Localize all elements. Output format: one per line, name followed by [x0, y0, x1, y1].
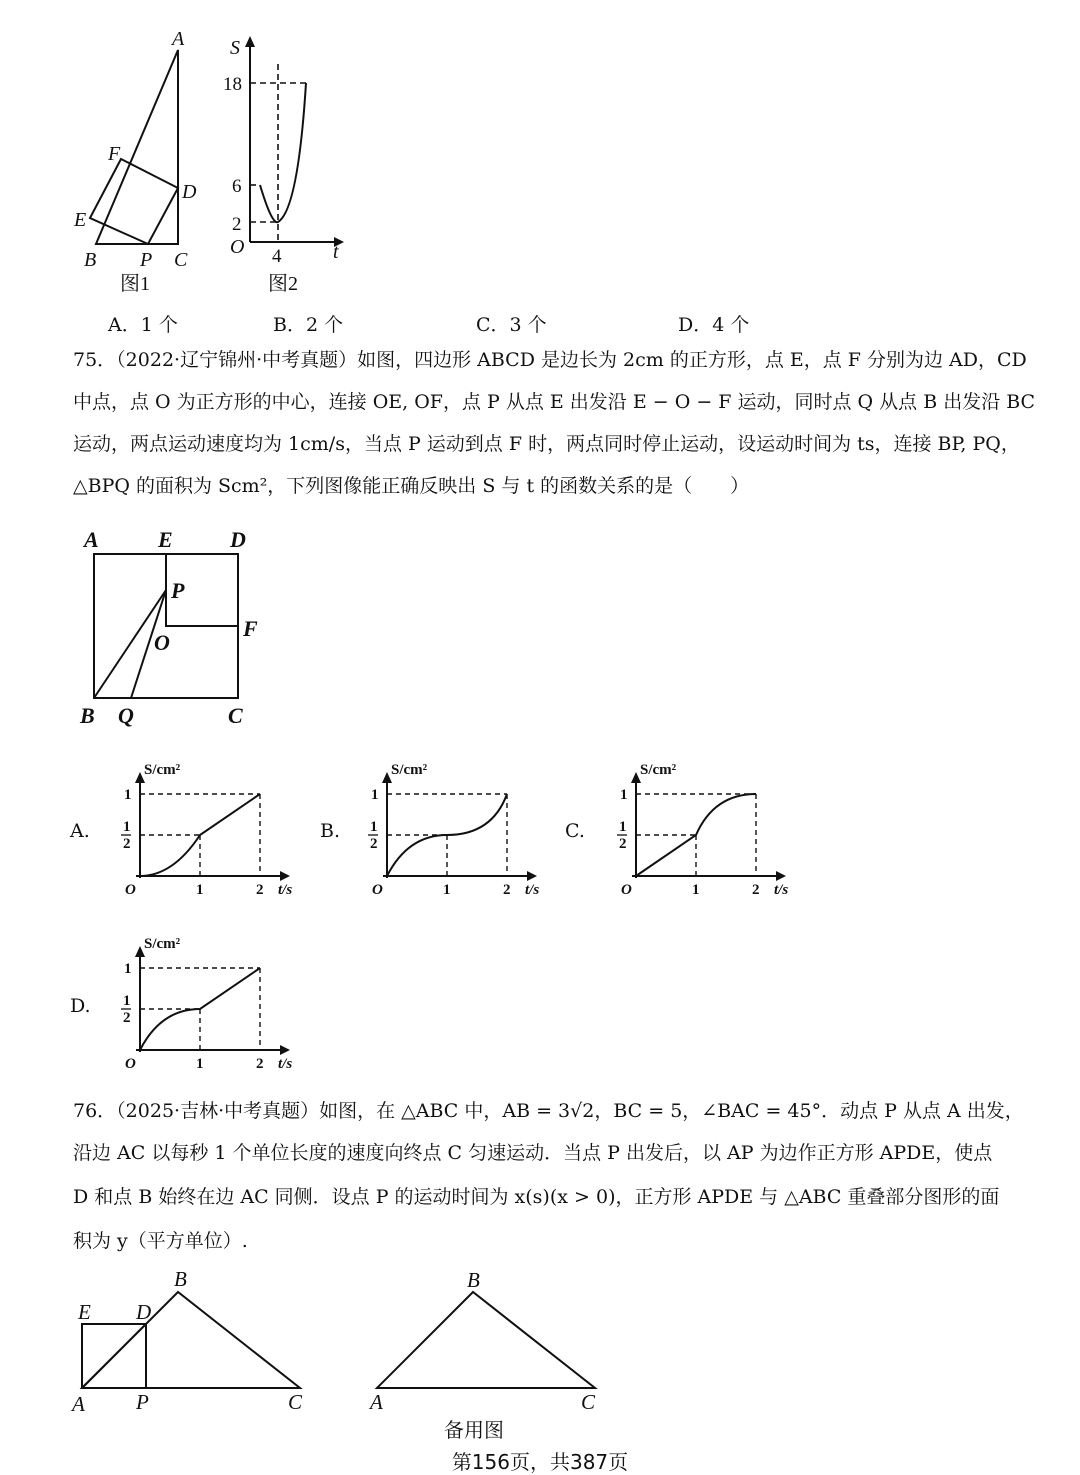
- q76-label-E: E: [77, 1300, 91, 1324]
- origin-label: O: [372, 882, 383, 898]
- sq-label-Q: Q: [118, 703, 134, 728]
- q76-r-label-B: B: [467, 1268, 480, 1292]
- q75-line-4: △BPQ 的面积为 Scm²，下列图像能正确反映出 S 与 t 的函数关系的是（ ）: [73, 477, 749, 496]
- q76-triangle-right: [377, 1292, 595, 1388]
- tick-x-1: 1: [196, 1056, 204, 1072]
- origin-label: O: [125, 882, 136, 898]
- fig2-t: t: [333, 241, 339, 263]
- tick-x-2: 2: [503, 882, 511, 898]
- q75-line-2: 中点，点 O 为正方形的中心，连接 OE, OF，点 P 从点 E 出发沿 E − O − F 运动，同时点 Q 从点 B 出发沿 BC: [73, 393, 1035, 412]
- q74-option-d[interactable]: D．4 个: [678, 310, 749, 337]
- tick-y-half-den: 2: [619, 836, 627, 852]
- q74-curve: [260, 83, 306, 222]
- q75-square-figure: [70, 520, 280, 735]
- caption-fig1: 图1: [120, 272, 150, 295]
- x-axis-arrow: [527, 871, 537, 881]
- q74-figures: [60, 20, 360, 300]
- x-axis-label: t/s: [278, 882, 292, 898]
- origin-label: O: [621, 882, 632, 898]
- q74-option-a[interactable]: A．1 个: [108, 310, 178, 337]
- q76-figures: [60, 1268, 640, 1448]
- q75-line-1: 75．（2022·辽宁锦州·中考真题）如图，四边形 ABCD 是边长为 2cm 的正方形，点 E，点 F 分别为边 AD，CD: [73, 351, 1027, 370]
- q74-fig1: [90, 50, 178, 244]
- q76-line-3: D 和点 B 始终在边 AC 同侧．设点 P 的运动时间为 x(s)(x > 0)，正方形 APDE 与 △ABC 重叠部分图形的面: [73, 1188, 999, 1207]
- y-axis-label: S/cm²: [391, 762, 428, 778]
- sq-label-O: O: [154, 630, 170, 655]
- q76-triangle-left: [82, 1292, 300, 1388]
- tick-y-half-den: 2: [123, 836, 131, 852]
- fig2-S: S: [230, 37, 240, 59]
- q75-option-b[interactable]: B.: [320, 820, 340, 842]
- label-D: D: [181, 181, 197, 203]
- tick-y-half-num: 1: [123, 993, 131, 1009]
- x-axis-arrow: [280, 1045, 290, 1055]
- q76-line-2: 沿边 AC 以每秒 1 个单位长度的速度向终点 C 匀速运动．当点 P 出发后，以 AP 为边作正方形 APDE，使点: [73, 1144, 992, 1163]
- sq-label-A: A: [82, 527, 99, 552]
- origin-label: O: [125, 1056, 136, 1072]
- q75-line-3: 运动，两点运动速度均为 1cm/s，当点 P 运动到点 F 时，两点同时停止运动，设运动时间为 ts，连接 BP, PQ，: [73, 435, 1020, 454]
- sq-label-E: E: [157, 527, 173, 552]
- graph-a[interactable]: [110, 758, 310, 903]
- y-axis-label: S/cm²: [640, 762, 677, 778]
- y-axis-label: S/cm²: [144, 936, 181, 952]
- q76-r-label-A: A: [368, 1390, 383, 1414]
- label-E: E: [73, 209, 86, 231]
- q76-label-B: B: [174, 1268, 187, 1291]
- tick-y-half-num: 1: [123, 819, 131, 835]
- tick-y-half-num: 1: [370, 819, 378, 835]
- fig2-y2: 2: [232, 214, 242, 235]
- label-C: C: [174, 249, 188, 271]
- fig2-y6: 6: [232, 176, 242, 197]
- q75-option-d[interactable]: D.: [70, 995, 91, 1017]
- sq-label-D: D: [229, 527, 246, 552]
- label-B: B: [84, 249, 96, 271]
- graph-c[interactable]: [606, 758, 806, 903]
- tick-x-1: 1: [443, 882, 451, 898]
- tick-x-2: 2: [256, 882, 264, 898]
- q76-line-1: 76．（2025·吉林·中考真题）如图，在 △ABC 中，AB = 3√2，BC = 5，∠BAC = 45°．动点 P 从点 A 出发，: [73, 1102, 1024, 1121]
- backup-caption: 备用图: [444, 1414, 504, 1443]
- tick-y-1: 1: [620, 787, 628, 803]
- q76-line-4: 积为 y（平方单位）.: [73, 1232, 248, 1251]
- q76-label-D: D: [135, 1300, 151, 1324]
- q76-label-P: P: [135, 1390, 149, 1414]
- q74-fig2: [245, 36, 344, 247]
- q76-label-A: A: [70, 1392, 85, 1416]
- caption-fig2: 图2: [268, 272, 298, 295]
- sq-label-C: C: [228, 703, 243, 728]
- tick-x-1: 1: [196, 882, 204, 898]
- fig2-y18: 18: [223, 74, 242, 95]
- tick-x-1: 1: [692, 882, 700, 898]
- sq-label-P: P: [170, 578, 185, 603]
- label-A: A: [170, 28, 185, 50]
- label-P: P: [139, 249, 152, 271]
- q76-label-C: C: [288, 1390, 303, 1414]
- tick-y-1: 1: [124, 961, 132, 977]
- sq-label-B: B: [79, 703, 95, 728]
- x-axis-arrow: [776, 871, 786, 881]
- q76-r-label-C: C: [581, 1390, 596, 1414]
- tick-y-1: 1: [371, 787, 379, 803]
- square-efdp: [90, 159, 178, 244]
- x-axis-arrow: [280, 871, 290, 881]
- page-footer: 第156页，共387页: [0, 1446, 1080, 1475]
- tick-y-half-den: 2: [370, 836, 378, 852]
- graph-d[interactable]: [110, 932, 310, 1077]
- q74-option-b[interactable]: B．2 个: [273, 310, 343, 337]
- graph-b[interactable]: [357, 758, 557, 903]
- tick-y-half-num: 1: [619, 819, 627, 835]
- q75-option-c[interactable]: C.: [565, 820, 585, 842]
- tick-x-2: 2: [256, 1056, 264, 1072]
- x-axis-label: t/s: [525, 882, 539, 898]
- q74-option-c[interactable]: C．3 个: [476, 310, 547, 337]
- fig2-O: O: [230, 236, 244, 258]
- q75-option-a[interactable]: A.: [70, 820, 90, 842]
- y-axis-label: S/cm²: [144, 762, 181, 778]
- fig2-x4: 4: [272, 246, 282, 267]
- label-F: F: [107, 143, 121, 165]
- sq-label-F: F: [242, 616, 258, 641]
- tick-y-1: 1: [124, 787, 132, 803]
- tick-y-half-den: 2: [123, 1010, 131, 1026]
- x-axis-label: t/s: [774, 882, 788, 898]
- tick-x-2: 2: [752, 882, 760, 898]
- x-axis-label: t/s: [278, 1056, 292, 1072]
